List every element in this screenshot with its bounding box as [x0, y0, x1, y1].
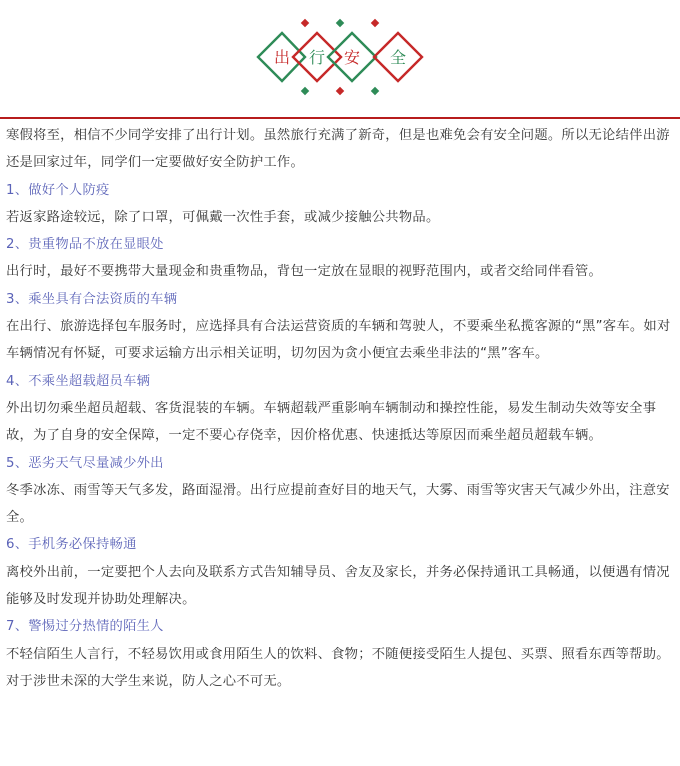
section-body: 冬季冰冻、雨雪等天气多发，路面湿滑。出行应提前查好目的地天气，大雾、雨雪等灾害天气减少外出，注意安全。	[6, 482, 670, 526]
title-char: 全	[389, 48, 407, 67]
section-body: 外出切勿乘坐超员超载、客货混装的车辆。车辆超载严重影响车辆制动和操控性能，易发生制动失效等安全事故，为了自身的安全保障，一定不要心存侥幸，因价格优惠、快速抵达等原因而乘坐超员超载车辆。	[6, 400, 657, 444]
title-char: 安	[343, 48, 361, 67]
article-body	[6, 122, 674, 695]
section-title: 2、贵重物品不放在显眼处	[6, 237, 164, 253]
dot-icon	[371, 19, 379, 27]
title-char: 行	[308, 48, 326, 67]
dot-icon	[336, 87, 344, 95]
section-title: 4、不乘坐超载超员车辆	[6, 373, 151, 389]
section-title: 5、恶劣天气尽量减少外出	[6, 455, 164, 471]
section-title: 1、做好个人防疫	[6, 182, 110, 198]
diamond-title-graphic	[0, 0, 680, 118]
dot-icon	[371, 87, 379, 95]
section-body: 出行时，最好不要携带大量现金和贵重物品，背包一定放在显眼的视野范围内，或者交给同伴看管。	[6, 264, 603, 280]
dot-icon	[336, 19, 344, 27]
title-banner	[0, 0, 680, 118]
section-body: 不轻信陌生人言行，不轻易饮用或食用陌生人的饮料、食物；不随便接受陌生人提包、买票、照看东西等帮助。对于涉世未深的大学生来说，防人之心不可无。	[6, 646, 670, 689]
section-title: 6、手机务必保持畅通	[6, 537, 137, 553]
dot-icon	[301, 87, 309, 95]
intro-paragraph: 寒假将至，相信不少同学安排了出行计划。虽然旅行充满了新奇，但是也难免会有安全问题。所以无论结伴出游还是回家过年，同学们一定要做好安全防护工作。	[6, 128, 670, 171]
section-body: 离校外出前，一定要把个人去向及联系方式告知辅导员、舍友及家长，并务必保持通讯工具畅通，以便遇有情况能够及时发现并协助处理解决。	[6, 564, 670, 608]
dot-icon	[301, 19, 309, 27]
header-divider	[0, 117, 680, 119]
section-title: 7、警惕过分热情的陌生人	[6, 619, 164, 635]
section-title: 3、乘坐具有合法资质的车辆	[6, 291, 178, 307]
section-body: 在出行、旅游选择包车服务时，应选择具有合法运营资质的车辆和驾驶人，不要乘坐私揽客源的“黑”客车。如对车辆情况有怀疑，可要求运输方出示相关证明，切勿因为贪小便宜去乘坐非法的“黑”客车。	[6, 319, 671, 362]
section-body: 若返家路途较远，除了口罩，可佩戴一次性手套，或减少接触公共物品。	[6, 209, 440, 225]
title-char: 出	[273, 48, 291, 67]
